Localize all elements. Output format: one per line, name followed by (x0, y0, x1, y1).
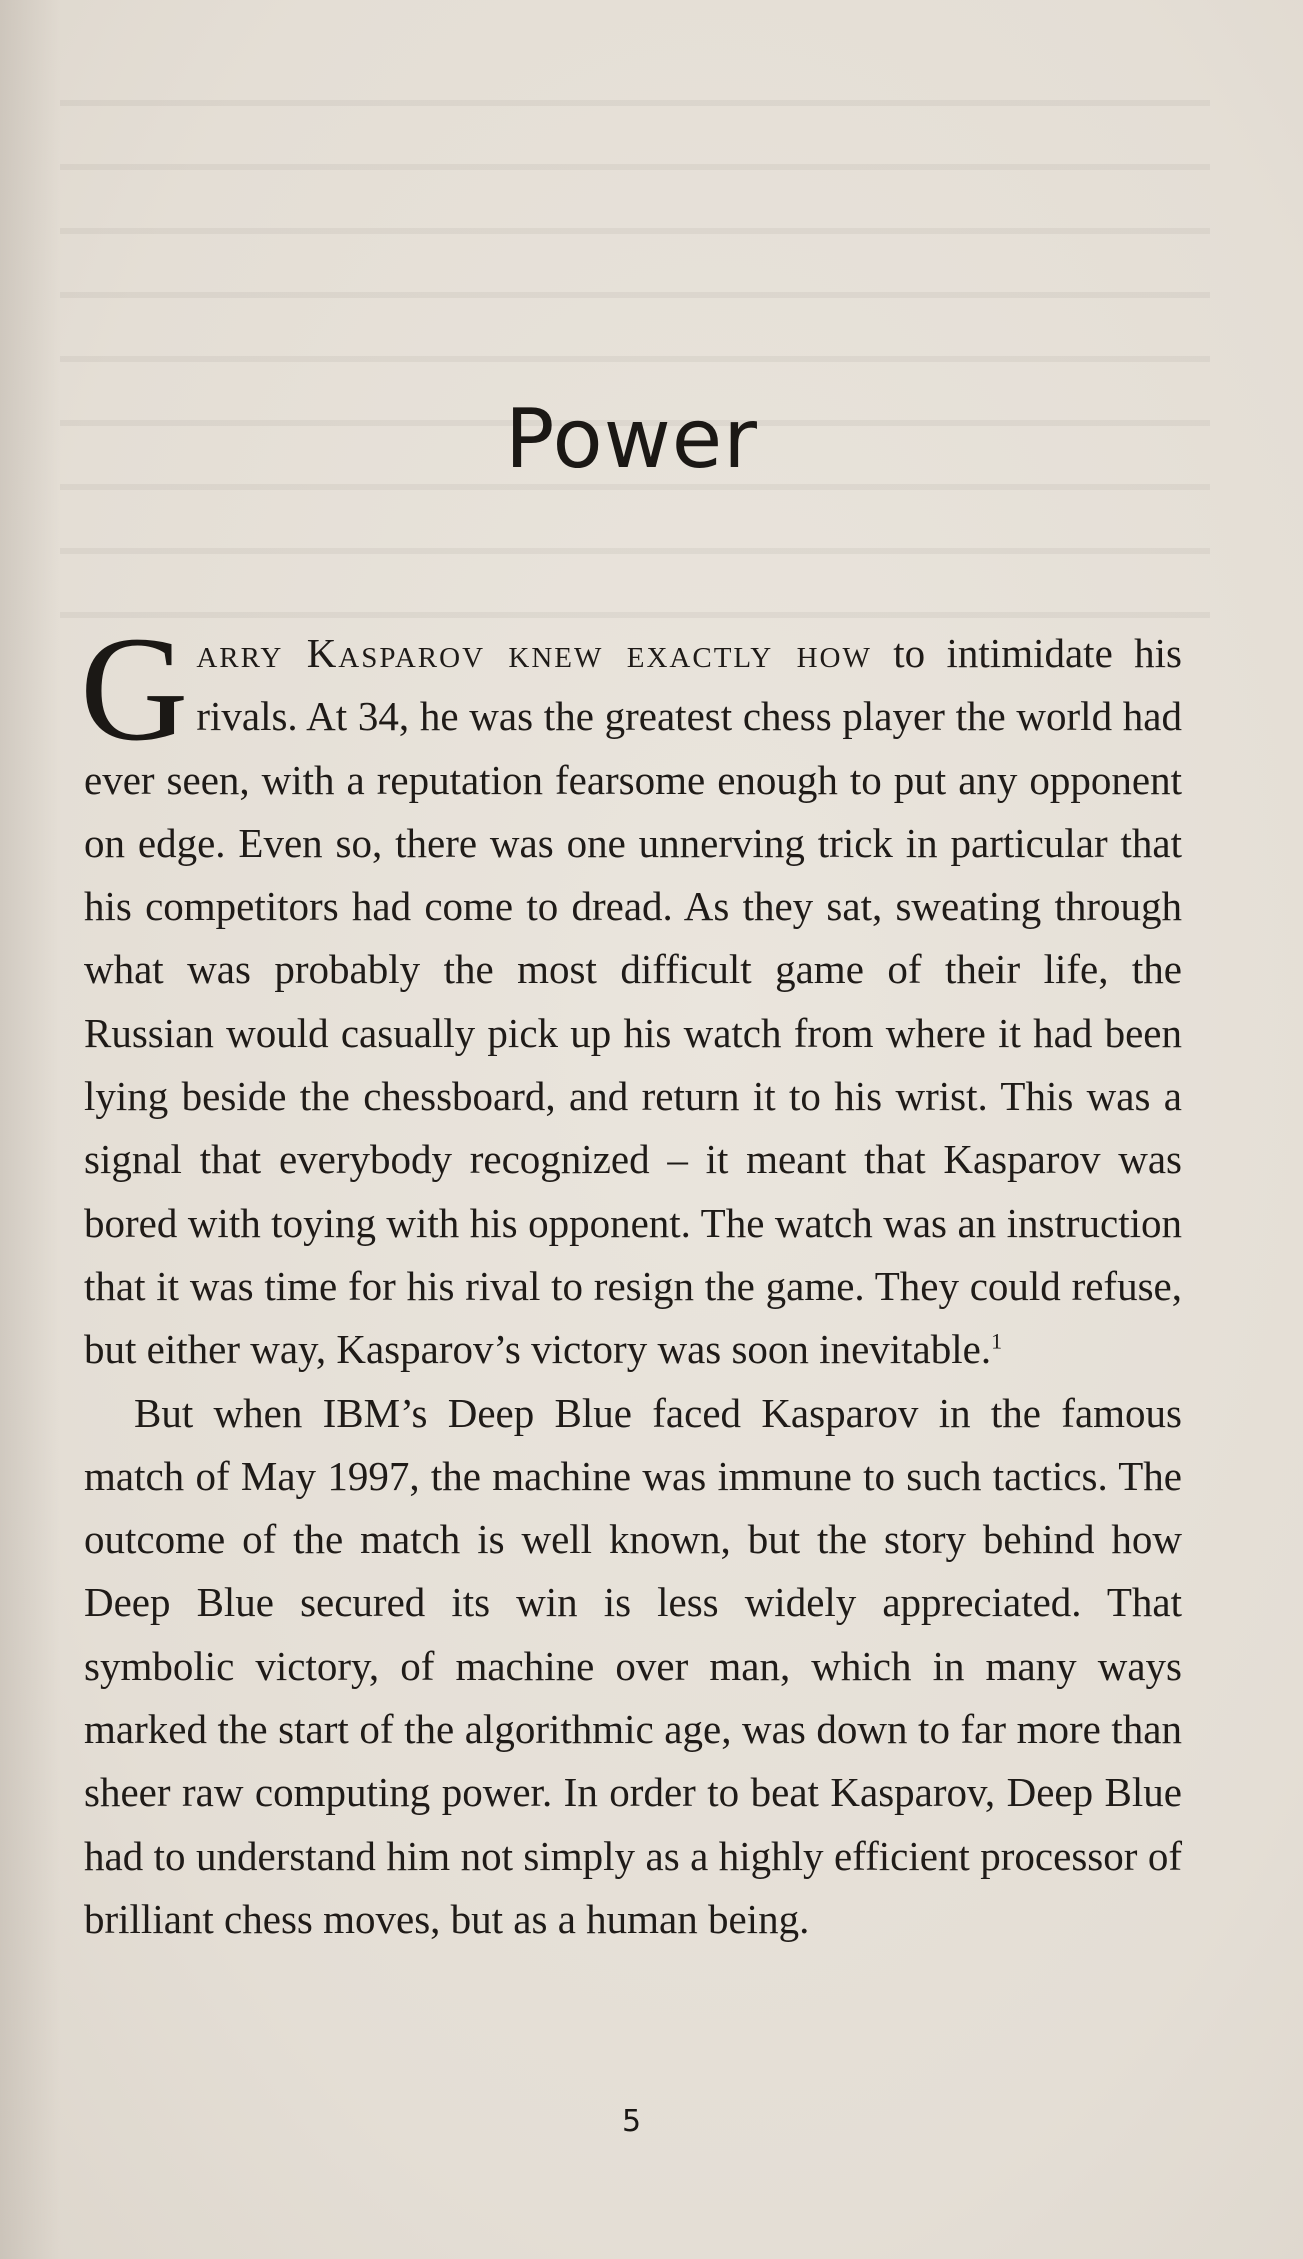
paragraph-1 (80, 606, 1183, 1382)
smallcaps-lead: arry Kasparov knew exactly how (196, 630, 872, 676)
paragraph-1-text: to intimidate his rivals. At 34, he was the greatest chess player the world had ever seen, with a reputation fearsome enough to put any opponent on edge. Even so, there was one unnerving trick in particular that his competitors had come to dread. As they sat, sweating through what was probably the most difficult game of their life, the Russian would casually pick up his watch from where it had been lying beside the chessboard, and return it to his wrist. This was a signal that everybody recognized – it meant that Kasparov was bored with toying with his opponent. The watch was an instruction that it was time for his rival to resign the game. They could refuse, but either way, Kasparov’s victory was soon inevitable. (84, 630, 1183, 1373)
chapter-body (80, 606, 1183, 1951)
page-number: 5 (621, 2104, 642, 2139)
show-through-texture (60, 60, 1210, 620)
drop-cap: G (80, 606, 189, 772)
paragraph-2-text: But when IBM’s Deep Blue faced Kasparov in the famous match of May 1997, the machine was immune to such tactics. The outcome of the match is well known, but the story behind how Deep Blue secured its win is less widely appreciated. That symbolic victory, of machine over man, which in many ways marked the start of the algorithmic age, was down to far more than sheer raw computing power. In order to beat Kasparov, Deep Blue had to understand him not simply as a highly efficient processor of brilliant chess moves, but as a human being. (84, 1389, 1182, 1942)
paragraph-2 (84, 1382, 1182, 1952)
footnote-ref: 1 (991, 1328, 1003, 1354)
chapter-title: Power (505, 392, 758, 487)
